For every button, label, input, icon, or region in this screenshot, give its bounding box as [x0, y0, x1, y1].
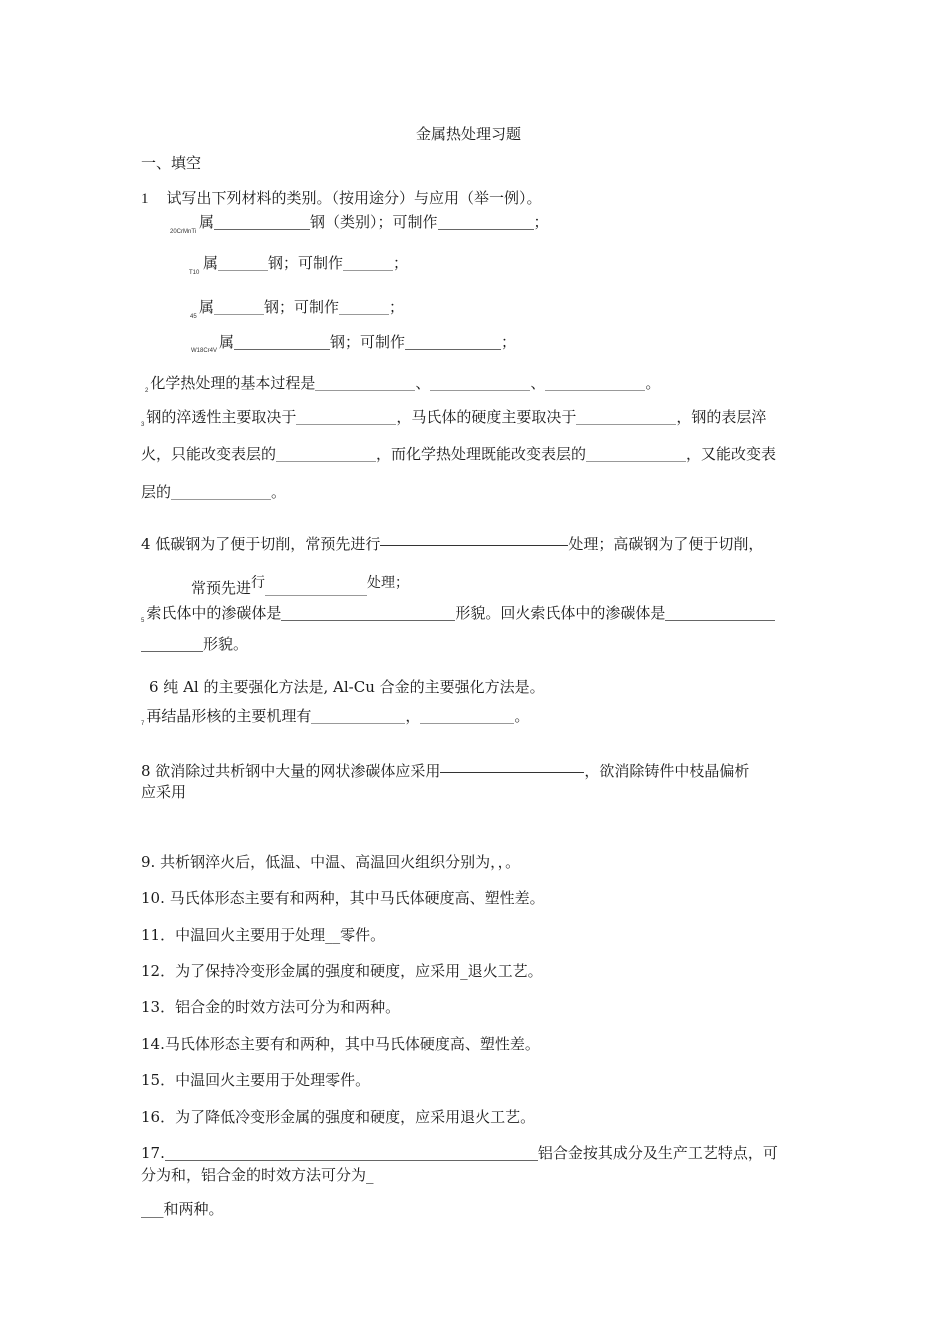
answer-blank[interactable]	[405, 333, 501, 350]
question-13: 13．铝合金的时效方法可分为和两种。	[141, 998, 401, 1016]
question-17-line-2: 分为和，铝合金的时效方法可分为_	[141, 1166, 374, 1184]
answer-blank[interactable]	[165, 1144, 538, 1161]
question-12: 12．为了保持冷变形金属的强度和硬度，应采用_退火工艺。	[141, 962, 543, 980]
answer-blank[interactable]	[311, 707, 405, 724]
question-7: $_7$ 再结晶形核的主要机理有 ， 。	[141, 707, 530, 727]
material-label: T10	[189, 270, 200, 276]
answer-blank[interactable]	[281, 604, 455, 621]
q1-row-1: 属 钢（类别）；可制作 ；	[199, 213, 549, 231]
answer-blank[interactable]	[430, 374, 530, 391]
question-5: $_5$ 索氏体中的渗碳体是 形貌。回火索氏体中的渗碳体是	[141, 603, 775, 631]
question-8-line-2: 应采用	[141, 783, 187, 801]
question-17-line-3: ___和两种。	[141, 1200, 224, 1218]
answer-blank[interactable]	[171, 483, 271, 500]
question-3: $_3$ 钢的淬透性主要取决于 ，马氏体的硬度主要取决于 ，钢的表层淬	[141, 408, 767, 428]
answer-blank[interactable]	[339, 298, 389, 315]
answer-blank[interactable]	[343, 254, 393, 271]
page-title: 金属热处理习题	[416, 125, 522, 143]
answer-blank[interactable]	[214, 298, 264, 315]
question-11: 11．中温回火主要用于处理__零件。	[141, 926, 386, 944]
answer-blank[interactable]	[315, 374, 415, 391]
answer-blank[interactable]	[576, 408, 676, 425]
question-4: 4 低碳钢为了便于切削，常预先进行 处理；高碳钢为了便于切削，	[141, 535, 764, 553]
question-4-line-2: 常预先进行 处理；	[191, 575, 410, 597]
q1-row-4: 属 钢；可制作 ；	[219, 333, 517, 351]
material-label: 45	[190, 314, 197, 320]
question-5-line-2: 形貌。	[141, 634, 248, 654]
answer-blank[interactable]	[265, 579, 367, 596]
question-9: 9. 共析钢淬火后，低温、中温、高温回火组织分别为，，。	[141, 853, 521, 871]
answer-blank[interactable]	[665, 604, 775, 621]
answer-blank[interactable]	[420, 707, 514, 724]
answer-blank[interactable]	[586, 445, 686, 462]
answer-blank[interactable]	[218, 254, 268, 271]
answer-blank[interactable]	[438, 213, 534, 230]
question-3-line-2: 火，只能改变表层的 ，而化学热处理既能改变表层的 ，又能改变表	[141, 445, 777, 463]
answer-blank[interactable]	[380, 535, 568, 546]
question-16: 16．为了降低冷变形金属的强度和硬度，应采用退火工艺。	[141, 1108, 536, 1126]
question-15: 15．中温回火主要用于处理零件。	[141, 1071, 371, 1089]
material-label: W18Cr4V	[191, 348, 218, 354]
question-17: 17. 铝合金按其成分及生产工艺特点，可	[141, 1144, 778, 1162]
section-heading: 一、填空	[141, 154, 202, 172]
question-1: 1 试写出下列材料的类别。（按用途分）与应用（举一例）。	[141, 189, 542, 207]
answer-blank[interactable]	[440, 762, 584, 773]
question-2: $_2$ 化学热处理的基本过程是 、 、 。	[145, 374, 661, 394]
q1-row-2: 属 钢；可制作 ；	[203, 254, 409, 272]
answer-blank[interactable]	[545, 374, 645, 391]
material-label: 20CrMnTi	[170, 229, 197, 235]
q1-row-3: 属 钢；可制作 ；	[199, 298, 405, 316]
answer-blank[interactable]	[296, 408, 396, 425]
answer-blank[interactable]	[141, 635, 203, 652]
question-10: 10. 马氏体形态主要有和两种，其中马氏体硬度高、塑性差。	[141, 889, 545, 907]
question-6: 6 纯 Al 的主要强化方法是, Al-Cu 合金的主要强化方法是。	[149, 678, 545, 696]
answer-blank[interactable]	[214, 213, 310, 230]
answer-blank[interactable]	[234, 333, 330, 350]
answer-blank[interactable]	[276, 445, 376, 462]
question-8: 8 欲消除过共析钢中大量的网状渗碳体应采用 ，欲消除铸件中枝晶偏析	[141, 762, 750, 780]
question-14: 14.马氏体形态主要有和两种，其中马氏体硬度高、塑性差。	[141, 1035, 540, 1053]
question-3-line-3: 层的 。	[141, 483, 287, 501]
